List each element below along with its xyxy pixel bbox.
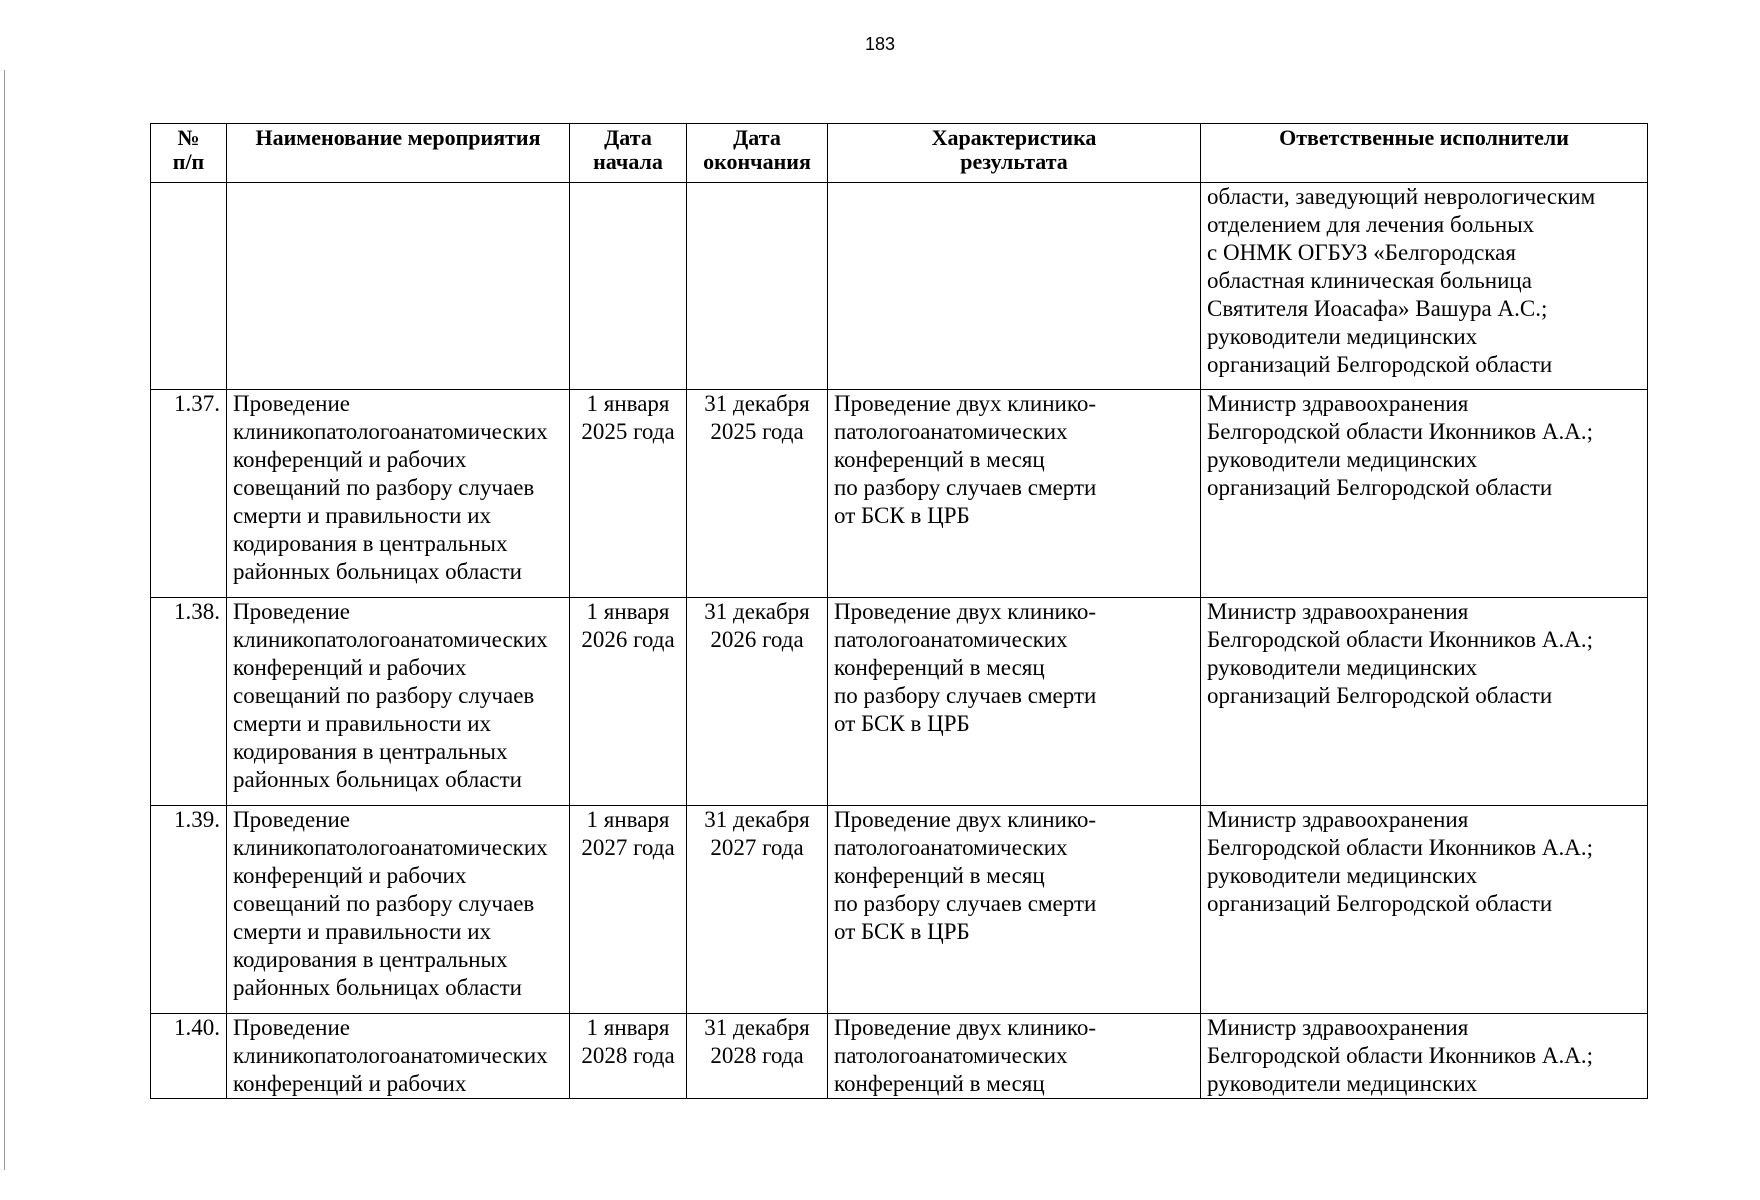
cell-result: Проведение двух клинико- патологоанатомических конференций в месяц по разбору случаев смерти от БСК в ЦРБ <box>828 806 1201 1014</box>
table-row-continuation <box>151 183 1648 390</box>
cell-num: 1.40. <box>151 1014 227 1099</box>
header-start-date: Дата начала <box>570 124 687 183</box>
cell-num <box>151 183 227 390</box>
cell-name: Проведение клиникопатологоанатомических конференций и рабочих <box>227 1014 570 1099</box>
cell-result: Проведение двух клинико- патологоанатомических конференций в месяц по разбору случаев смерти от БСК в ЦРБ <box>828 390 1201 598</box>
scan-edge-line <box>4 70 5 1170</box>
cell-start-date: 1 января 2026 года <box>570 598 687 806</box>
cell-num: 1.39. <box>151 806 227 1014</box>
header-name: Наименование мероприятия <box>227 124 570 183</box>
cell-name: Проведение клиникопатологоанатомических конференций и рабочих совещаний по разбору случаев смерти и правильности их кодирования в центральных районных больницах области <box>227 806 570 1014</box>
cell-start-date: 1 января 2028 года <box>570 1014 687 1099</box>
header-result: Характеристика результата <box>828 124 1201 183</box>
cell-result: Проведение двух клинико- патологоанатомических конференций в месяц <box>828 1014 1201 1099</box>
cell-name: Проведение клиникопатологоанатомических конференций и рабочих совещаний по разбору случаев смерти и правильности их кодирования в центральных районных больницах области <box>227 598 570 806</box>
table-row <box>151 1014 1648 1099</box>
cell-start-date <box>570 183 687 390</box>
cell-start-date: 1 января 2025 года <box>570 390 687 598</box>
cell-num: 1.38. <box>151 598 227 806</box>
measures-table <box>150 123 1648 1099</box>
header-responsible: Ответственные исполнители <box>1201 124 1648 183</box>
table-row <box>151 598 1648 806</box>
cell-end-date: 31 декабря 2028 года <box>687 1014 828 1099</box>
cell-name <box>227 183 570 390</box>
cell-end-date: 31 декабря 2026 года <box>687 598 828 806</box>
cell-responsible: области, заведующий неврологическим отделением для лечения больных с ОНМК ОГБУЗ «Белгородская областная клиническая больница Святителя Иоасафа» Вашура А.С.; руководители медицинских организаций Белгородской области <box>1201 183 1648 390</box>
header-end-date: Дата окончания <box>687 124 828 183</box>
header-num: № п/п <box>151 124 227 183</box>
cell-num: 1.37. <box>151 390 227 598</box>
cell-end-date: 31 декабря 2027 года <box>687 806 828 1014</box>
cell-start-date: 1 января 2027 года <box>570 806 687 1014</box>
cell-responsible: Министр здравоохранения Белгородской области Иконников А.А.; руководители медицинских <box>1201 1014 1648 1099</box>
cell-end-date <box>687 183 828 390</box>
cell-responsible: Министр здравоохранения Белгородской области Иконников А.А.; руководители медицинских организаций Белгородской области <box>1201 806 1648 1014</box>
page-number: 183 <box>864 34 896 54</box>
table-header-row <box>151 124 1648 183</box>
cell-result <box>828 183 1201 390</box>
cell-result: Проведение двух клинико- патологоанатомических конференций в месяц по разбору случаев смерти от БСК в ЦРБ <box>828 598 1201 806</box>
cell-end-date: 31 декабря 2025 года <box>687 390 828 598</box>
cell-responsible: Министр здравоохранения Белгородской области Иконников А.А.; руководители медицинских организаций Белгородской области <box>1201 598 1648 806</box>
table-row <box>151 390 1648 598</box>
table-row <box>151 806 1648 1014</box>
cell-responsible: Министр здравоохранения Белгородской области Иконников А.А.; руководители медицинских организаций Белгородской области <box>1201 390 1648 598</box>
cell-name: Проведение клиникопатологоанатомических конференций и рабочих совещаний по разбору случаев смерти и правильности их кодирования в центральных районных больницах области <box>227 390 570 598</box>
